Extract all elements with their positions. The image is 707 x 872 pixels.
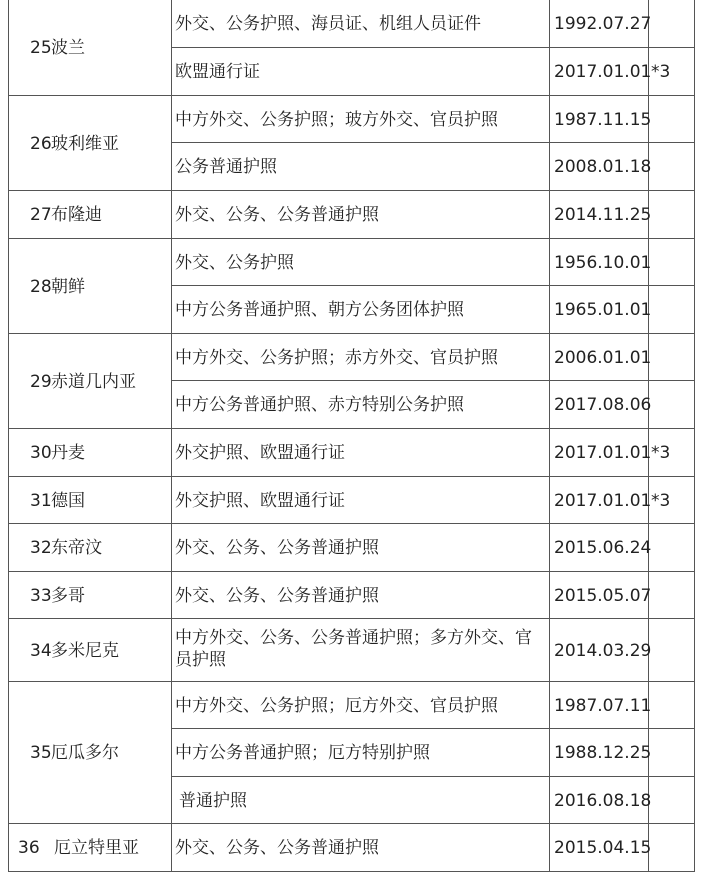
effective-date: 1988.12.25: [554, 743, 652, 763]
table-row-border: [8, 95, 695, 96]
passport-type: 外交护照、欧盟通行证: [175, 443, 345, 463]
passport-type: 外交、公务、公务普通护照: [175, 838, 379, 858]
passport-type: 普通护照: [179, 790, 247, 811]
effective-date: 1956.10.01: [554, 252, 652, 273]
country-name: 东帝汶: [51, 538, 102, 558]
passport-type: 外交、公务、公务普通护照: [175, 205, 379, 225]
country-name: 布隆迪: [51, 205, 102, 225]
table-row-border: [8, 681, 695, 682]
row-number: 31: [30, 490, 52, 511]
table-subrow-border: [171, 285, 695, 286]
effective-date: 1965.01.01: [554, 300, 652, 320]
table-border-vertical: [694, 0, 695, 872]
row-number: 25: [30, 38, 52, 58]
table-row-border: [8, 823, 695, 824]
passport-type: 公务普通护照: [175, 157, 277, 177]
passport-type: 中方公务普通护照；厄方特别护照: [175, 743, 430, 763]
country-name: 波兰: [51, 38, 85, 58]
table-row-border: [8, 618, 695, 619]
row-number: 29: [30, 371, 52, 392]
passport-type: 外交、公务护照、海员证、机组人员证件: [175, 14, 481, 34]
effective-date: 1992.07.27: [554, 14, 652, 34]
row-number: 27: [30, 205, 52, 225]
row-number: 35: [30, 743, 52, 763]
table-row-border: [8, 571, 695, 572]
table-row-border: [8, 523, 695, 524]
table-border-vertical: [8, 0, 9, 872]
country-name: 多米尼克: [51, 640, 119, 661]
table-row-border: [8, 238, 695, 239]
effective-date: 2014.03.29: [554, 640, 652, 661]
country-name: 厄瓜多尔: [51, 743, 119, 763]
effective-date: 2008.01.18: [554, 157, 652, 177]
effective-date: 2015.06.24: [554, 538, 652, 558]
effective-date: 2006.01.01: [554, 347, 652, 368]
passport-type: 中方外交、公务护照；厄方外交、官员护照: [175, 695, 498, 716]
table-subrow-border: [171, 380, 695, 381]
row-number: 26: [30, 133, 52, 154]
effective-date: 2015.05.07: [554, 585, 652, 606]
passport-type: 中方外交、公务、公务普通护照；多方外交、官员护照: [175, 628, 532, 670]
table-row-border: [8, 476, 695, 477]
effective-date: 2017.01.01: [554, 490, 652, 511]
effective-date: 2014.11.25: [554, 205, 652, 225]
effective-date: 2017.01.01: [554, 62, 652, 82]
country-name: 赤道几内亚: [51, 371, 136, 392]
effective-date: 2017.08.06: [554, 395, 652, 415]
table-border-vertical: [549, 0, 550, 872]
footnote-mark: *3: [651, 62, 671, 82]
footnote-mark: *3: [651, 490, 671, 511]
row-number: 34: [30, 640, 52, 661]
table-border-vertical: [171, 0, 172, 872]
country-name: 丹麦: [51, 443, 85, 463]
passport-type: 外交、公务护照: [175, 252, 294, 273]
table-subrow-border: [171, 47, 695, 48]
passport-type: 中方外交、公务护照；玻方外交、官员护照: [175, 109, 498, 130]
passport-type: 中方公务普通护照、朝方公务团体护照: [175, 300, 464, 320]
country-name: 玻利维亚: [51, 133, 119, 154]
country-name: 朝鲜: [51, 276, 85, 297]
country-name: 多哥: [51, 585, 85, 606]
effective-date: 2015.04.15: [554, 838, 652, 858]
passport-type: 中方外交、公务护照；赤方外交、官员护照: [175, 347, 498, 368]
table-subrow-border: [171, 776, 695, 777]
table-subrow-border: [171, 728, 695, 729]
table-row-border: [8, 428, 695, 429]
row-number: 33: [30, 585, 52, 606]
table-subrow-border: [171, 142, 695, 143]
country-name: 德国: [51, 490, 85, 511]
passport-type: 外交护照、欧盟通行证: [175, 490, 345, 511]
row-number: 28: [30, 276, 52, 297]
passport-type: 外交、公务、公务普通护照: [175, 585, 379, 606]
effective-date: 2016.08.18: [554, 790, 652, 811]
row-number: 32: [30, 538, 52, 558]
table-row-border: [8, 333, 695, 334]
row-number: 36: [18, 838, 40, 858]
row-number: 30: [30, 443, 52, 463]
table-row-border: [8, 190, 695, 191]
passport-type: 外交、公务、公务普通护照: [175, 538, 379, 558]
passport-type: 欧盟通行证: [175, 62, 260, 82]
effective-date: 1987.11.15: [554, 109, 652, 130]
passport-type: 中方公务普通护照、赤方特别公务护照: [175, 395, 464, 415]
footnote-mark: *3: [651, 443, 671, 463]
effective-date: 2017.01.01: [554, 443, 652, 463]
effective-date: 1987.07.11: [554, 695, 652, 716]
country-name: 厄立特里亚: [54, 838, 139, 858]
visa-exemption-table: [8, 0, 695, 872]
